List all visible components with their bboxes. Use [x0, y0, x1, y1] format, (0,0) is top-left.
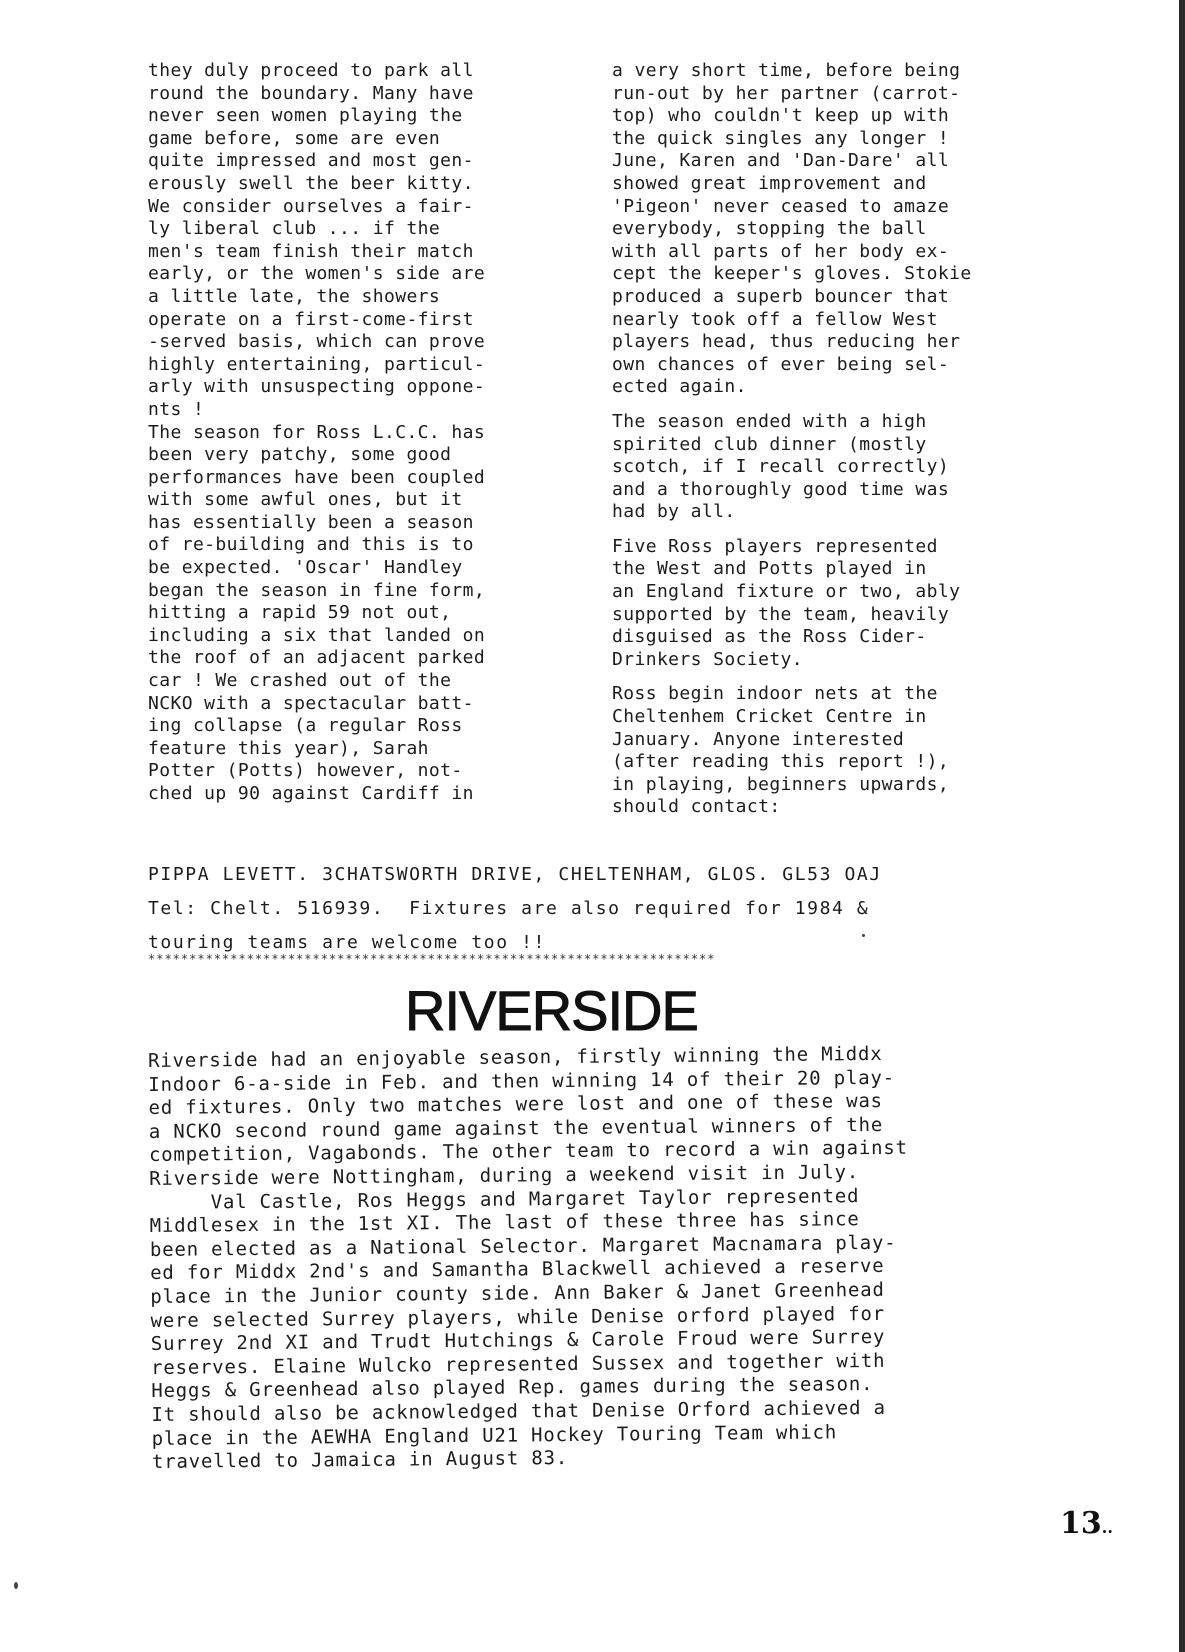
- text-line: were selected Surrey players, while Denise orford played for: [150, 1302, 886, 1332]
- text-line: and a thoroughly good time was: [612, 478, 950, 500]
- ross-paragraph-west-players: [612, 536, 1082, 672]
- contact-touring-teams: touring teams are welcome too !!: [148, 932, 546, 953]
- text-line: early, or the women's side are: [148, 263, 486, 285]
- ross-paragraph-indoor-nets: [612, 683, 1082, 819]
- text-line: place in the Junior county side. Ann Baker & Janet Greenhead: [150, 1278, 885, 1308]
- text-line: top) who couldn't keep up with: [612, 105, 950, 127]
- text-line: car ! We crashed out of the: [148, 670, 452, 692]
- riverside-article-body: [148, 1042, 1032, 1475]
- text-line: June, Karen and 'Dan-Dare' all: [612, 150, 950, 172]
- text-line: cept the keeper's gloves. Stokie: [612, 263, 972, 285]
- text-line: the roof of an adjacent parked: [148, 647, 486, 669]
- text-line: Ross begin indoor nets at the: [612, 683, 938, 705]
- ross-right-column: [612, 60, 1082, 819]
- text-line: It should also be acknowledged that Denise Orford achieved a: [151, 1396, 886, 1426]
- contact-telephone: Tel: Chelt. 516939. Fixtures are also required for 1984 &: [148, 898, 870, 919]
- text-line: quite impressed and most gen-: [148, 150, 474, 172]
- text-line: performances have been coupled: [148, 466, 486, 488]
- text-line: Cheltenhem Cricket Centre in: [612, 706, 927, 728]
- scan-speck: [14, 1582, 18, 1589]
- text-line: Heggs & Greenhead also played Rep. games during the season.: [151, 1373, 874, 1403]
- text-line: should contact:: [612, 796, 781, 818]
- text-line: players head, thus reducing her: [612, 331, 961, 353]
- text-line: ed for Middx 2nd's and Samantha Blackwell achieved a reserve: [150, 1255, 885, 1285]
- text-line: arly with unsuspecting oppone-: [148, 376, 486, 398]
- text-line: Surrey 2nd XI and Trudt Hutchings & Carole Froud were Surrey: [150, 1326, 886, 1356]
- text-line: an England fixture or two, ably: [612, 581, 961, 603]
- text-line: We consider ourselves a fair-: [148, 195, 474, 217]
- page-number-value: 13: [1060, 1506, 1102, 1541]
- ross-left-column: [148, 60, 568, 806]
- text-line: nearly took off a fellow West: [612, 308, 938, 330]
- text-line: ly liberal club ... if the: [148, 218, 441, 240]
- text-line: hitting a rapid 59 not out,: [148, 602, 452, 624]
- text-line: game before, some are even: [148, 127, 441, 149]
- text-line: supported by the team, heavily: [612, 603, 950, 625]
- text-line: own chances of ever being sel-: [612, 353, 950, 375]
- text-line: spirited club dinner (mostly: [612, 433, 927, 455]
- text-line: place in the AEWHA England U21 Hockey Touring Team which: [151, 1420, 838, 1450]
- text-line: feature this year), Sarah: [148, 737, 429, 759]
- page-number-dots: ..: [1101, 1518, 1113, 1537]
- asterisk-separator: *********************************************************************: [148, 952, 716, 966]
- text-line: nts !: [148, 398, 205, 420]
- text-line: January. Anyone interested: [612, 728, 905, 750]
- text-line: reserves. Elaine Wulcko represented Sussex and together with: [150, 1349, 886, 1379]
- text-line: operate on a first-come-first: [148, 308, 474, 330]
- text-line: ected again.: [612, 376, 747, 398]
- text-line: a very short time, before being: [612, 60, 961, 81]
- text-line: been elected as a National Selector. Margaret Macnamara play-: [149, 1231, 897, 1261]
- text-line: they duly proceed to park all: [148, 60, 474, 81]
- text-line: The season for Ross L.C.C. has: [148, 421, 486, 443]
- text-line: a little late, the showers: [148, 285, 441, 307]
- text-line: highly entertaining, particul-: [148, 353, 486, 375]
- text-line: competition, Vagabonds. The other team to record a win against: [148, 1137, 908, 1167]
- ross-paragraph-cricket-match: [612, 60, 1082, 399]
- text-line: Middlesex in the 1st XI. The last of these three has since: [149, 1208, 860, 1238]
- text-line: everybody, stopping the ball: [612, 218, 927, 240]
- text-line: erously swell the beer kitty.: [148, 172, 474, 194]
- text-line: of re-building and this is to: [148, 534, 474, 556]
- text-line: the West and Potts played in: [612, 558, 927, 580]
- text-line: in playing, beginners upwards,: [612, 773, 950, 795]
- text-line: -served basis, which can prove: [148, 331, 486, 353]
- text-line: began the season in fine form,: [148, 579, 486, 601]
- text-line: with all parts of her body ex-: [612, 240, 950, 262]
- scan-page-edge: [1179, 0, 1185, 1652]
- text-line: showed great improvement and: [612, 172, 927, 194]
- text-line: Riverside had an enjoyable season, firstly winning the Middx: [148, 1042, 883, 1072]
- text-line: ed fixtures. Only two matches were lost and one of these was: [148, 1090, 883, 1120]
- text-line: ing collapse (a regular Ross: [148, 715, 463, 737]
- contact-address: PIPPA LEVETT. 3CHATSWORTH DRIVE, CHELTENHAM, GLOS. GL53 OAJ: [148, 864, 882, 885]
- text-line: Riverside were Nottingham, during a weekend visit in July.: [149, 1161, 860, 1190]
- scan-speck: [862, 934, 865, 937]
- text-line: the quick singles any longer !: [612, 127, 950, 149]
- text-line: round the boundary. Many have: [148, 82, 474, 104]
- text-line: Drinkers Society.: [612, 648, 804, 670]
- text-line: Five Ross players represented: [612, 535, 938, 557]
- text-line: be expected. 'Oscar' Handley: [148, 557, 463, 579]
- text-line: been very patchy, some good: [148, 444, 452, 466]
- text-line: Potter (Potts) however, not-: [148, 760, 463, 782]
- text-line: Indoor 6-a-side in Feb. and then winning 14 of their 20 play-: [148, 1066, 895, 1096]
- text-line: men's team finish their match: [148, 240, 474, 262]
- text-line: The season ended with a high: [612, 410, 927, 432]
- riverside-heading: RIVERSIDE: [405, 979, 698, 1042]
- text-line: travelled to Jamaica in August 83.: [151, 1447, 569, 1474]
- text-line: a NCKO second round game against the eventual winners of the: [148, 1113, 884, 1143]
- text-line: run-out by her partner (carrot-: [612, 82, 961, 104]
- text-line: (after reading this report !),: [612, 751, 950, 773]
- text-line: produced a superb bouncer that: [612, 285, 950, 307]
- text-line: with some awful ones, but it: [148, 489, 463, 511]
- text-line: Val Castle, Ros Heggs and Margaret Taylor represented: [149, 1184, 860, 1214]
- ross-paragraph-club-dinner: [612, 411, 1082, 524]
- page-number: [1060, 1506, 1113, 1541]
- text-line: ched up 90 against Cardiff in: [148, 783, 474, 804]
- text-line: has essentially been a season: [148, 511, 474, 533]
- text-line: 'Pigeon' never ceased to amaze: [612, 195, 950, 217]
- text-line: scotch, if I recall correctly): [612, 456, 950, 478]
- text-line: including a six that landed on: [148, 624, 486, 646]
- text-line: had by all.: [612, 501, 736, 523]
- text-line: never seen women playing the: [148, 105, 463, 127]
- text-line: NCKO with a spectacular batt-: [148, 692, 474, 714]
- text-line: disguised as the Ross Cider-: [612, 626, 927, 648]
